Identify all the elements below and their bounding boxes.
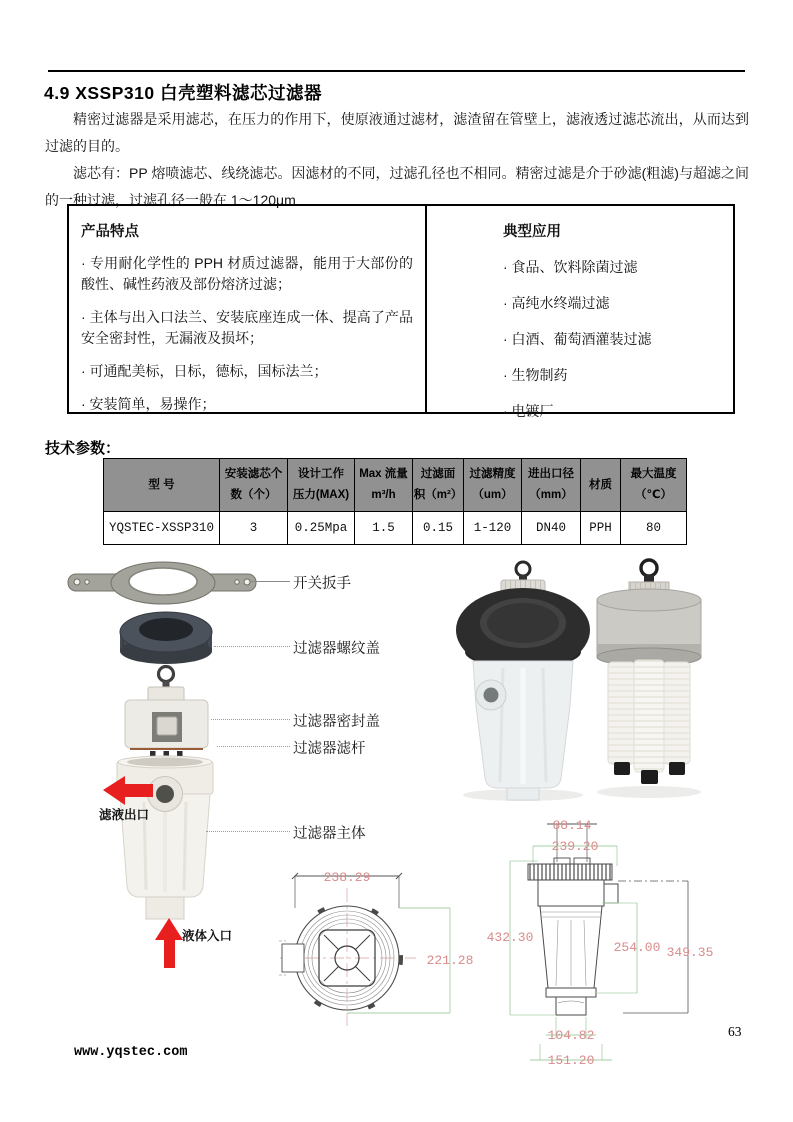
diagram-label-filter-rod: 过滤器滤杆 [293, 741, 366, 757]
page-title: 4.9 XSSP310 白壳塑料滤芯过滤器 [44, 83, 322, 103]
spec-header-port-size: 进出口径 （mm） [522, 459, 581, 512]
eye-bolt-illustration [159, 667, 174, 689]
features-title: 产品特点 [81, 224, 139, 240]
diagram-label-seal-cap: 过滤器密封盖 [293, 714, 380, 730]
seal-cap-illustration [125, 687, 208, 749]
dimension-label-cap-inner: 88.14 [552, 818, 592, 833]
specs-label: 技术参数： [45, 440, 121, 457]
diagram-label-thread-cap: 过滤器螺纹盖 [293, 641, 380, 657]
spec-header-filter-area: 过滤面 积（m²） [413, 459, 464, 512]
product-photos [448, 556, 720, 804]
dimension-label-top-width: 238.29 [323, 870, 371, 885]
diagram-label-main-body: 过滤器主体 [293, 826, 366, 842]
photo-cartridge-assembly [597, 560, 701, 798]
dimension-label-top-height: 221.28 [426, 953, 474, 968]
photo-assembled-filter [456, 562, 590, 801]
spec-header-model: 型 号 [104, 459, 220, 512]
dimension-label-body-height: 254.00 [613, 940, 661, 955]
side-view-drawing [484, 808, 724, 1078]
specs-header-row [104, 459, 687, 512]
intro-paragraph-2: 滤芯有：PP 熔喷滤芯、线绕滤芯。因滤材的不同，过滤孔径也不相同。精密过滤是介于砂滤(粗滤)与超滤之间的一种过滤，过滤孔径一般在 1～120μm [45, 165, 749, 208]
intro-block [45, 106, 749, 214]
dimension-label-inlet-width: 104.82 [547, 1028, 595, 1043]
diagram-label-wrench: 开关扳手 [293, 576, 351, 592]
application-item: · 白酒、葡萄酒灌装过滤 [503, 331, 652, 347]
features-applications-box [67, 204, 735, 419]
leader-line [217, 746, 290, 747]
dimension-label-total-height: 432.30 [486, 930, 534, 945]
dimension-label-base-width: 151.20 [547, 1053, 595, 1068]
spec-value-design-pressure: 0.25Mpa [288, 512, 355, 545]
leader-line [206, 831, 290, 832]
features-cell [69, 206, 427, 412]
spec-header-design-pressure: 设计工作 压力(MAX) [288, 459, 355, 512]
applications-cell [427, 206, 733, 419]
specs-table [103, 458, 687, 545]
dimension-label-cap-outer: 239.20 [551, 839, 599, 854]
spec-value-port-size: DN40 [522, 512, 581, 545]
page-number: 63 [728, 1024, 742, 1039]
header-rule [48, 70, 745, 72]
exploded-view-illustration [60, 556, 300, 976]
spec-header-material: 材质 [581, 459, 621, 512]
footer-website: www.yqstec.com [74, 1045, 188, 1060]
spec-value-material: PPH [581, 512, 621, 545]
feature-item: · 专用耐化学性的 PPH 材质过滤器，能用于大部份的酸性、碱性药液及部份熔济过滤； [81, 255, 413, 292]
application-item: · 生物制药 [503, 367, 568, 383]
feature-item: · 可通配美标，日标，德标，国标法兰； [81, 363, 328, 379]
diagram-label-inlet: 液体入口 [182, 929, 233, 943]
leader-line [250, 581, 290, 582]
spec-value-max-temp: 80 [621, 512, 687, 545]
specs-data-row [104, 512, 687, 545]
top-view-drawing [278, 856, 490, 1028]
leader-line [211, 719, 290, 720]
application-item: · 电镀厂 [503, 403, 554, 419]
feature-item: · 主体与出入口法兰、安装底座连成一体、提高了产品安全密封性，无漏液及损坏； [81, 309, 413, 346]
spec-value-precision: 1-120 [464, 512, 522, 545]
feature-item: · 安装简单，易操作； [81, 396, 216, 412]
intro-paragraph-1: 精密过滤器是采用滤芯，在压力的作用下，使原液通过滤材，滤渣留在管壁上，滤液透过滤芯流出，从而达到过滤的目的。 [45, 111, 749, 154]
application-item: · 高纯水终端过滤 [503, 295, 610, 311]
applications-title: 典型应用 [503, 224, 561, 240]
main-body-illustration [117, 756, 213, 919]
application-item: · 食品、饮料除菌过滤 [503, 259, 638, 275]
spec-value-max-flow: 1.5 [355, 512, 413, 545]
spec-header-cartridge-count: 安装滤芯个 数（个） [220, 459, 288, 512]
dimension-label-port-height: 349.35 [666, 945, 714, 960]
spec-value-model: YQSTEC-XSSP310 [104, 512, 220, 545]
inlet-arrow [155, 918, 183, 968]
thread-cap-illustration [120, 612, 212, 664]
spec-value-cartridge-count: 3 [220, 512, 288, 545]
leader-line [214, 646, 290, 647]
spec-header-max-temp: 最大温度 （℃） [621, 459, 687, 512]
spec-header-precision: 过滤精度 （um） [464, 459, 522, 512]
wrench-illustration [68, 562, 256, 604]
diagram-label-outlet: 滤液出口 [99, 808, 150, 822]
spec-header-max-flow: Max 流量 m³/h [355, 459, 413, 512]
spec-value-filter-area: 0.15 [413, 512, 464, 545]
